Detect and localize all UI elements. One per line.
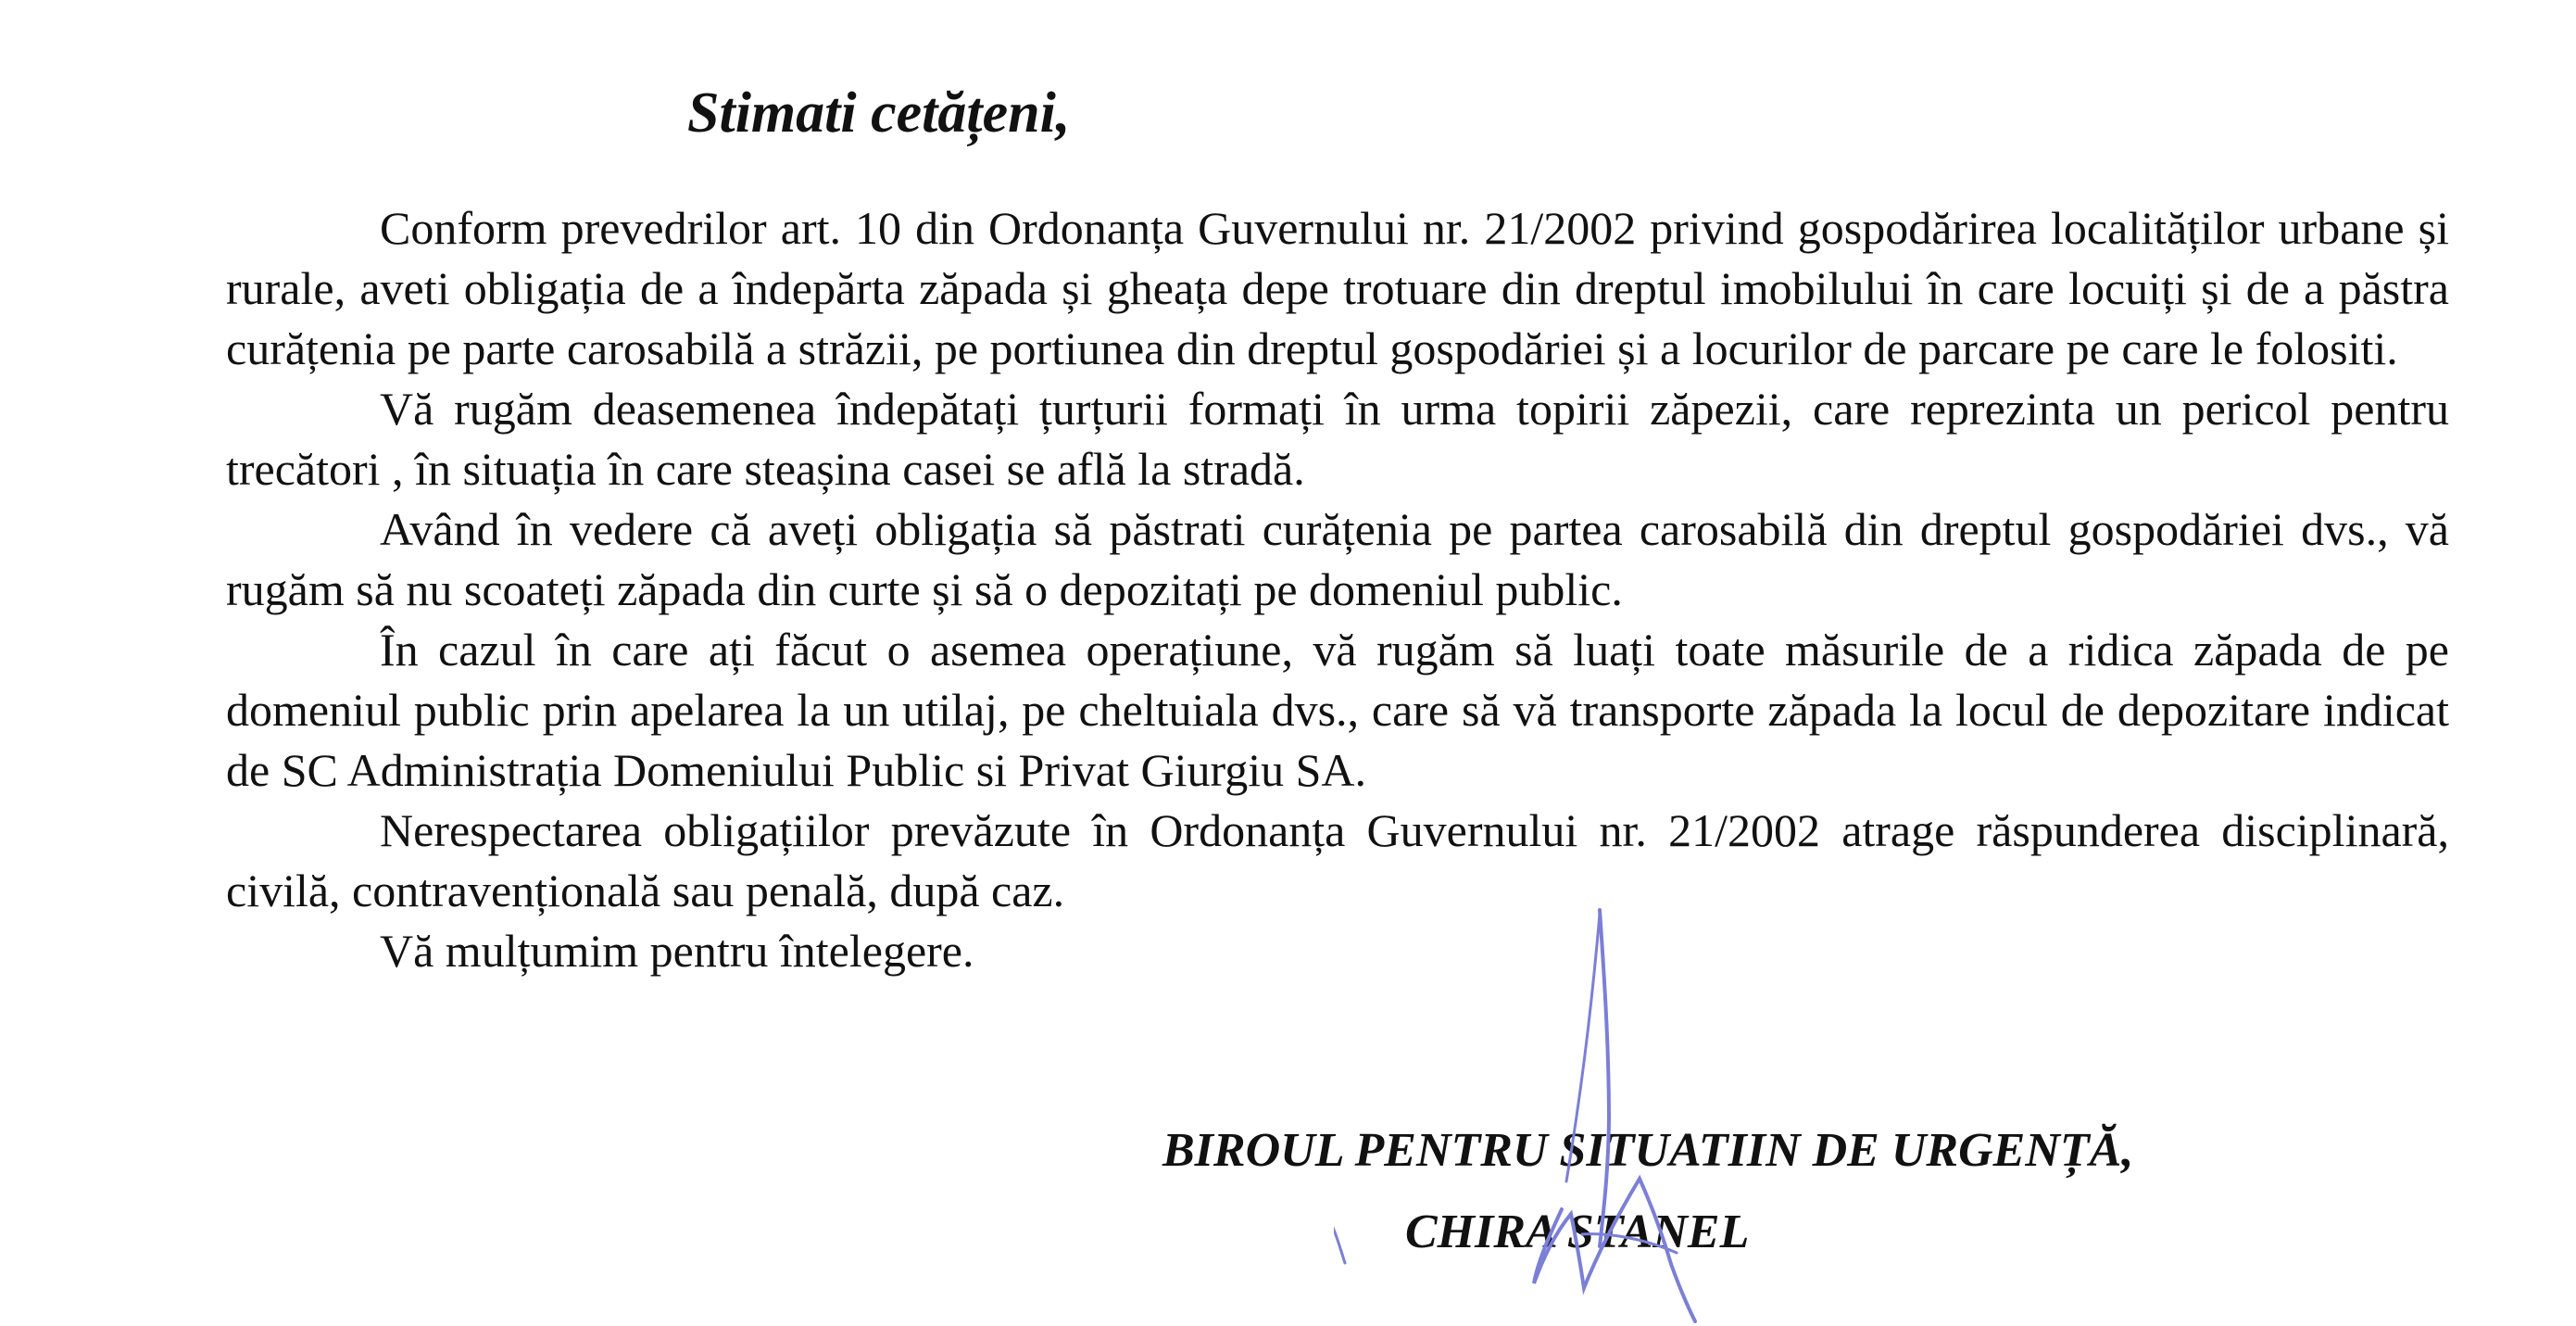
paragraph-penalties: Nerespectarea obligațiilor prevăzute în Ordonanța Guvernului nr. 21/2002 atrage răspunderea disciplinară, civilă, contravențională sau penală, după caz. [226, 804, 2449, 916]
signature-office: BIROUL PENTRU SITUATIIN DE URGENȚĂ, [1162, 1124, 2134, 1177]
signature-stroke [1600, 910, 1609, 1246]
paragraph-snow-deposit: Având în vedere că aveți obligația să păstrati curățenia pe partea carosabilă din dreptul gospodăriei dvs., vă rugăm să nu scoateți zăpada din curte și să o depozitați pe domeniul public. [226, 503, 2449, 615]
signature-stroke [1334, 1212, 1345, 1263]
paragraph-legal-obligation: Conform prevedrilor art. 10 din Ordonanța Guvernului nr. 21/2002 privind gospodărirea localităților urbane și rurale, aveti obligația de a îndepărta zăpada și gheața depe trotuare din dreptul imobilului în care locuiți și de a păstra curățenia pe parte carosabilă a străzii, pe portiunea din dreptul gospodăriei și a locurilor de parcare pe care le folositi. [226, 202, 2449, 374]
signature-stroke [1566, 914, 1600, 1181]
signature-name: CHIRA STANEL [1405, 1206, 1750, 1258]
salutation: Stimati cetățeni, [687, 82, 1071, 145]
letter-body [226, 198, 2449, 981]
paragraph-snow-removal: În cazul în care ați făcut o asemea operațiune, vă rugăm să luați toate măsurile de a ridica zăpada de pe domeniul public prin apelarea la un utilaj, pe cheltuiala dvs., care să vă transporte zăpada la locul de depozitare indicat de SC Administrația Domeniului Public si Privat Giurgiu SA. [226, 624, 2449, 796]
paragraph-icicles: Vă rugăm deasemenea îndepătați țurțurii formați în urma topirii zăpezii, care reprezinta un pericol pentru trecători , în situația în care steașina casei se află la stradă. [226, 383, 2449, 495]
handwritten-signature [1334, 890, 1760, 1326]
paragraph-thanks: Vă mulțumim pentru întelegere. [380, 925, 974, 977]
